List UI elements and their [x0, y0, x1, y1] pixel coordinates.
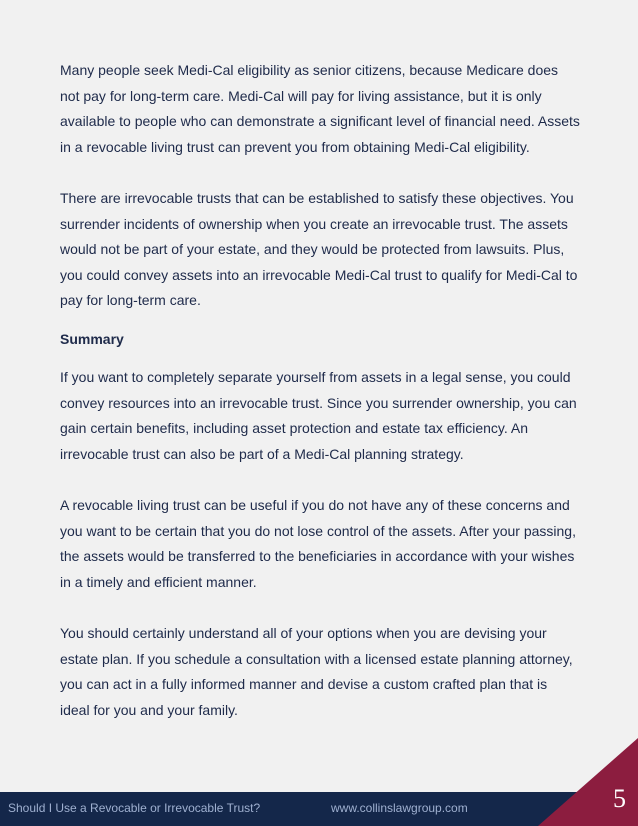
page-number: 5 [613, 784, 626, 813]
paragraph-options: You should certainly understand all of your options when you are devising your estate plan. If you schedule a consultation with a licensed estate planning attorney, you can act in a fully informed manner and devise a custom crafted plan that is ideal for you and your family. [60, 625, 573, 718]
page-body [60, 58, 580, 723]
footer-url[interactable]: www.collinslawgroup.com [331, 801, 468, 815]
summary-heading: Summary [60, 330, 124, 347]
paragraph-medi-cal-eligibility: Many people seek Medi-Cal eligibility as senior citizens, because Medicare does not pay for long-term care. Medi-Cal will pay for living assistance, but it is only available to people who can demonstrate a significant level of financial need. Assets in a revocable living trust can prevent you from obtaining Medi-Cal eligibility. [60, 62, 580, 155]
paragraph-irrevocable-trusts: There are irrevocable trusts that can be established to satisfy these objectives. You surrender incidents of ownership when you create an irrevocable trust. The assets would not be part of your estate, and they would be protected from lawsuits. Plus, you could convey assets into an irrevocable Medi-Cal trust to qualify for Medi-Cal to pay for long-term care. [60, 190, 578, 308]
paragraph-revocable-trust: A revocable living trust can be useful if you do not have any of these concerns and you want to be certain that you do not lose control of the assets. After your passing, the assets would be transferred to the beneficiaries in accordance with your wishes in a timely and efficient manner. [60, 497, 576, 590]
paragraph-summary: If you want to completely separate yourself from assets in a legal sense, you could convey resources into an irrevocable trust. Since you surrender ownership, you can gain certain benefits, including asset protection and estate tax efficiency. An irrevocable trust can also be part of a Medi-Cal planning strategy. [60, 369, 577, 462]
footer-title: Should I Use a Revocable or Irrevocable Trust? [8, 801, 261, 815]
